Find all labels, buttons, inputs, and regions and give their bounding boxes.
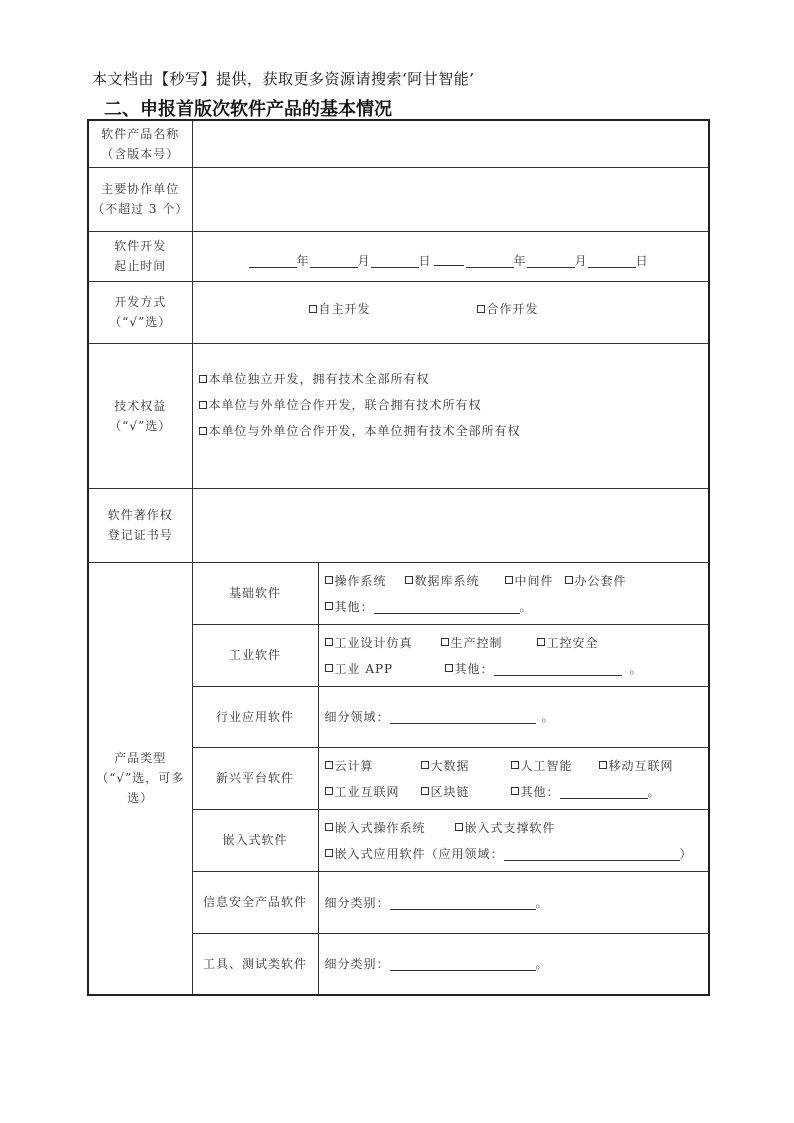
option-embedded-support[interactable] bbox=[455, 819, 556, 836]
field-label: 细分类别： bbox=[324, 895, 390, 910]
option-label: 其他： bbox=[520, 784, 560, 799]
label-line: （含版本号） bbox=[101, 146, 180, 161]
checkbox-icon[interactable] bbox=[325, 761, 333, 769]
field-label: 细分领域： bbox=[324, 710, 390, 724]
option-production-control[interactable] bbox=[441, 634, 537, 651]
row-product-name bbox=[88, 120, 709, 167]
checkbox-icon[interactable] bbox=[441, 638, 449, 646]
date-range bbox=[249, 239, 709, 273]
punctuation: 。 bbox=[647, 784, 661, 799]
option-row bbox=[325, 655, 709, 681]
industrial-software-options bbox=[318, 624, 709, 686]
tools-software-label: 工具、测试类软件 bbox=[192, 933, 318, 995]
label-line: 开发方式 bbox=[114, 295, 167, 309]
label-line: （“√”选） bbox=[109, 418, 172, 433]
option-self-dev[interactable] bbox=[309, 300, 477, 317]
day-unit: 日 bbox=[418, 253, 432, 268]
option-embedded-os[interactable] bbox=[325, 819, 455, 836]
option-row bbox=[325, 567, 709, 593]
tech-option-1[interactable] bbox=[199, 366, 709, 392]
embedded-software-label: 嵌入式软件 bbox=[192, 809, 318, 871]
copyright-field[interactable] bbox=[192, 488, 709, 562]
day-unit: 日 bbox=[635, 253, 649, 268]
embedded-software-options bbox=[318, 809, 709, 871]
option-other[interactable] bbox=[445, 660, 494, 677]
year-unit: 年 bbox=[513, 253, 527, 268]
row-dev-time bbox=[88, 231, 709, 281]
option-label: 工业互联网 bbox=[334, 784, 400, 799]
option-label: 其他： bbox=[334, 599, 374, 614]
month-unit: 月 bbox=[357, 253, 371, 268]
end-day-input[interactable] bbox=[588, 253, 636, 268]
dev-mode-label bbox=[88, 281, 192, 343]
option-iiot[interactable] bbox=[325, 783, 421, 800]
coop-units-field[interactable] bbox=[192, 167, 709, 231]
field-row bbox=[325, 704, 709, 730]
checkbox-icon[interactable] bbox=[511, 787, 519, 795]
punctuation: 。 bbox=[541, 710, 555, 724]
other-input[interactable] bbox=[494, 661, 622, 676]
checkbox-icon[interactable] bbox=[511, 761, 519, 769]
option-industrial-app[interactable] bbox=[325, 660, 445, 677]
industry-app-software-field bbox=[318, 686, 709, 747]
option-ai[interactable] bbox=[511, 757, 599, 774]
checkbox-icon[interactable] bbox=[325, 664, 333, 672]
option-label: 嵌入式操作系统 bbox=[334, 820, 426, 835]
punctuation: ） bbox=[679, 846, 693, 861]
start-month-input[interactable] bbox=[310, 253, 358, 268]
field-label: 细分类别： bbox=[324, 957, 390, 972]
basic-software-options bbox=[318, 562, 709, 624]
option-label: 数据库系统 bbox=[414, 573, 480, 588]
subfield-input[interactable] bbox=[390, 709, 536, 724]
checkbox-icon[interactable] bbox=[445, 664, 453, 672]
start-year-input[interactable] bbox=[249, 253, 297, 268]
security-software-label: 信息安全产品软件 bbox=[192, 871, 318, 933]
option-label: 合作开发 bbox=[486, 302, 539, 316]
option-label: 本单位与外单位合作开发，本单位拥有技术全部所有权 bbox=[208, 424, 521, 438]
option-ics-security[interactable] bbox=[537, 634, 599, 651]
option-label: 办公套件 bbox=[574, 573, 627, 588]
option-label: 生产控制 bbox=[450, 635, 503, 650]
label-line: 软件开发 bbox=[114, 239, 167, 253]
checkbox-icon[interactable] bbox=[421, 761, 429, 769]
row-basic-software bbox=[88, 562, 709, 624]
field-row bbox=[325, 889, 709, 915]
emerging-platform-software-options bbox=[318, 747, 709, 809]
emerging-platform-software-label: 新兴平台软件 bbox=[192, 747, 318, 809]
dev-mode-field bbox=[192, 281, 709, 343]
checkbox-icon[interactable] bbox=[455, 823, 463, 831]
option-design-sim[interactable] bbox=[325, 634, 441, 651]
checkbox-icon[interactable] bbox=[565, 576, 573, 584]
checkbox-icon[interactable] bbox=[199, 427, 207, 435]
label-line: （不超过 3 个） bbox=[92, 202, 189, 216]
row-dev-mode bbox=[88, 281, 709, 343]
option-os[interactable] bbox=[325, 572, 405, 589]
option-big-data[interactable] bbox=[421, 757, 511, 774]
product-type-label bbox=[88, 562, 192, 995]
option-label: 工业设计仿真 bbox=[334, 635, 413, 650]
option-label: 区块链 bbox=[430, 784, 470, 799]
option-row bbox=[325, 778, 709, 804]
document-source-note: 本文档由【秒写】提供，获取更多资源请搜索‘阿甘智能’ bbox=[92, 70, 475, 88]
product-name-field[interactable] bbox=[192, 120, 709, 167]
checkbox-icon[interactable] bbox=[199, 401, 207, 409]
label-line: 技术权益 bbox=[114, 398, 167, 413]
option-label: 中间件 bbox=[514, 573, 554, 588]
subcategory-input[interactable] bbox=[390, 956, 536, 971]
option-label: 其他： bbox=[454, 661, 494, 676]
option-coop-dev[interactable] bbox=[477, 300, 539, 317]
option-label: 人工智能 bbox=[520, 758, 573, 773]
range-dash bbox=[434, 255, 464, 266]
label-line: （“√”选） bbox=[109, 315, 172, 329]
punctuation: 。 bbox=[629, 661, 643, 676]
option-cloud[interactable] bbox=[325, 757, 421, 774]
option-row bbox=[325, 814, 709, 840]
tools-software-field bbox=[318, 933, 709, 995]
coop-units-label bbox=[88, 167, 192, 231]
checkbox-icon[interactable] bbox=[199, 375, 207, 383]
option-label: 移动互联网 bbox=[608, 758, 674, 773]
option-embedded-app[interactable] bbox=[325, 845, 504, 862]
punctuation: 。 bbox=[519, 599, 533, 614]
row-coop-units bbox=[88, 167, 709, 231]
option-office-suite[interactable] bbox=[565, 572, 627, 589]
option-label: 云计算 bbox=[334, 758, 374, 773]
field-row bbox=[325, 951, 709, 977]
checkbox-icon[interactable] bbox=[325, 849, 333, 857]
option-label: 大数据 bbox=[430, 758, 470, 773]
checkbox-icon[interactable] bbox=[599, 761, 607, 769]
checkbox-icon[interactable] bbox=[309, 305, 317, 313]
industrial-software-label: 工业软件 bbox=[192, 624, 318, 686]
checkbox-icon[interactable] bbox=[505, 576, 513, 584]
dev-time-label bbox=[88, 231, 192, 281]
tech-rights-field bbox=[192, 343, 709, 488]
label-line: 产品类型 bbox=[114, 751, 167, 766]
checkbox-icon[interactable] bbox=[325, 787, 333, 795]
other-input[interactable] bbox=[374, 599, 520, 614]
label-line: （“√”选，可多 bbox=[96, 771, 185, 786]
option-label: 工控安全 bbox=[546, 635, 599, 650]
label-line: 软件著作权 bbox=[107, 508, 173, 522]
option-label: 嵌入式支撑软件 bbox=[464, 820, 556, 835]
end-year-input[interactable] bbox=[466, 253, 514, 268]
row-tech-rights bbox=[88, 343, 709, 488]
option-blockchain[interactable] bbox=[421, 783, 511, 800]
punctuation: 。 bbox=[535, 895, 549, 910]
option-label: 本单位独立开发，拥有技术全部所有权 bbox=[208, 372, 430, 386]
label-line: 选） bbox=[127, 791, 154, 806]
punctuation: 。 bbox=[535, 957, 549, 972]
option-row bbox=[325, 752, 709, 778]
option-middleware[interactable] bbox=[505, 572, 565, 589]
dev-time-field bbox=[192, 231, 709, 281]
industry-app-software-label: 行业应用软件 bbox=[192, 686, 318, 747]
subcategory-input[interactable] bbox=[390, 895, 536, 910]
checkbox-icon[interactable] bbox=[537, 638, 545, 646]
basic-software-label: 基础软件 bbox=[192, 562, 318, 624]
checkbox-icon[interactable] bbox=[477, 305, 485, 313]
label-line: 起止时间 bbox=[114, 259, 167, 273]
tech-option-2[interactable] bbox=[199, 392, 709, 418]
year-unit: 年 bbox=[296, 253, 310, 268]
start-day-input[interactable] bbox=[371, 253, 419, 268]
option-label: 嵌入式应用软件（应用领域： bbox=[334, 846, 504, 861]
option-other[interactable] bbox=[325, 598, 374, 615]
month-unit: 月 bbox=[574, 253, 588, 268]
other-input[interactable] bbox=[560, 784, 648, 799]
end-month-input[interactable] bbox=[527, 253, 575, 268]
checkbox-icon[interactable] bbox=[325, 823, 333, 831]
tech-rights-label bbox=[88, 343, 192, 488]
option-other[interactable] bbox=[511, 783, 560, 800]
section-title: 二、申报首版次软件产品的基本情况 bbox=[104, 99, 392, 120]
checkbox-icon[interactable] bbox=[325, 638, 333, 646]
option-label: 工业 APP bbox=[334, 661, 394, 676]
application-form-table bbox=[87, 119, 710, 996]
option-row bbox=[325, 840, 709, 866]
checkbox-icon[interactable] bbox=[405, 576, 413, 584]
product-name-label bbox=[88, 120, 192, 167]
option-row bbox=[325, 629, 709, 655]
app-field-input[interactable] bbox=[504, 846, 680, 861]
checkbox-icon[interactable] bbox=[325, 576, 333, 584]
label-line: 软件产品名称 bbox=[101, 126, 180, 141]
checkbox-icon[interactable] bbox=[421, 787, 429, 795]
label-line: 主要协作单位 bbox=[101, 182, 180, 196]
option-row bbox=[325, 593, 709, 619]
label-line: 登记证书号 bbox=[107, 528, 173, 542]
option-database[interactable] bbox=[405, 572, 505, 589]
checkbox-icon[interactable] bbox=[325, 602, 333, 610]
option-label: 操作系统 bbox=[334, 573, 387, 588]
option-label: 本单位与外单位合作开发，联合拥有技术所有权 bbox=[208, 398, 482, 412]
option-label: 自主开发 bbox=[318, 302, 371, 316]
tech-option-3[interactable] bbox=[199, 418, 709, 444]
row-copyright bbox=[88, 488, 709, 562]
copyright-label bbox=[88, 488, 192, 562]
dev-mode-options bbox=[309, 296, 709, 322]
option-mobile-internet[interactable] bbox=[599, 757, 674, 774]
security-software-field bbox=[318, 871, 709, 933]
